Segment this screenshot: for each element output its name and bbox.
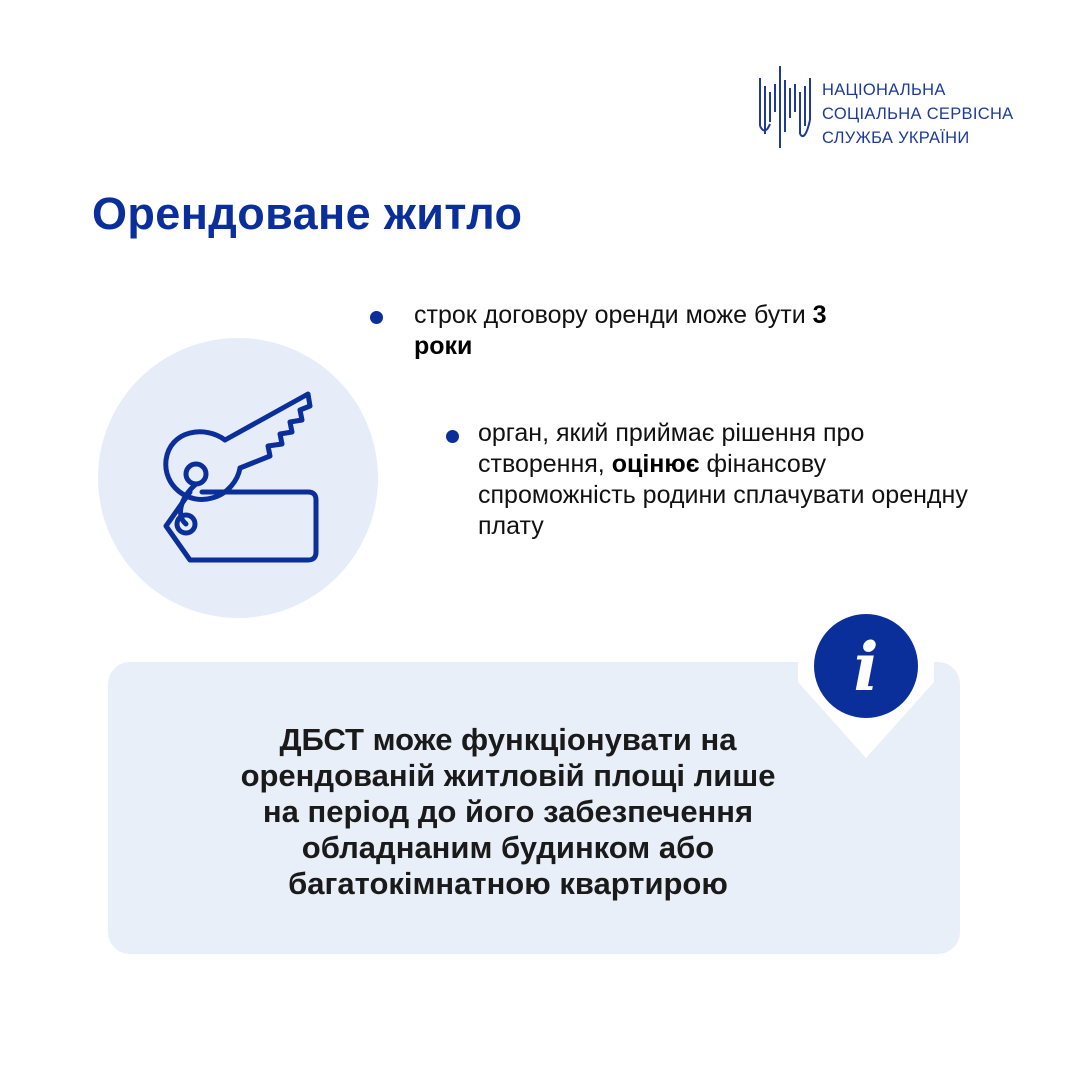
logo-line: СЛУЖБА УКРАЇНИ xyxy=(822,129,970,147)
logo-line: НАЦІОНАЛЬНА xyxy=(822,81,946,99)
bullet-text: орган, який приймає рішення про створення, xyxy=(478,419,865,478)
logo-line: СОЦІАЛЬНА СЕРВІСНА xyxy=(822,105,1014,123)
info-glyph: i xyxy=(853,628,879,706)
info-text xyxy=(108,722,908,902)
info-line: ДБСТ може функціонувати на xyxy=(279,722,737,757)
info-line: багатокімнатною квартирою xyxy=(288,866,728,901)
nssu-emblem-icon xyxy=(756,62,814,152)
bullet-item xyxy=(414,300,854,362)
bullet-dot xyxy=(370,311,383,324)
bullet-bold: 3 роки xyxy=(414,301,827,360)
logo-text xyxy=(822,78,1013,150)
bullet-dot xyxy=(446,430,459,443)
info-line: орендованій житловій площі лише xyxy=(240,758,776,793)
logo xyxy=(756,62,1056,154)
bullet-bold: оцінює xyxy=(611,450,700,478)
info-line: обладнаним будинком або xyxy=(301,830,715,865)
bullet-text-after: фінансову спроможність родини сплачувати орендну плату xyxy=(478,450,968,540)
page-title: Орендоване житло xyxy=(92,188,523,239)
info-line: на період до його забезпечення xyxy=(262,794,754,829)
bullet-text: строк договору оренди може бути xyxy=(414,301,813,329)
bullet-item xyxy=(478,418,978,542)
key-with-tag-icon xyxy=(150,380,330,580)
